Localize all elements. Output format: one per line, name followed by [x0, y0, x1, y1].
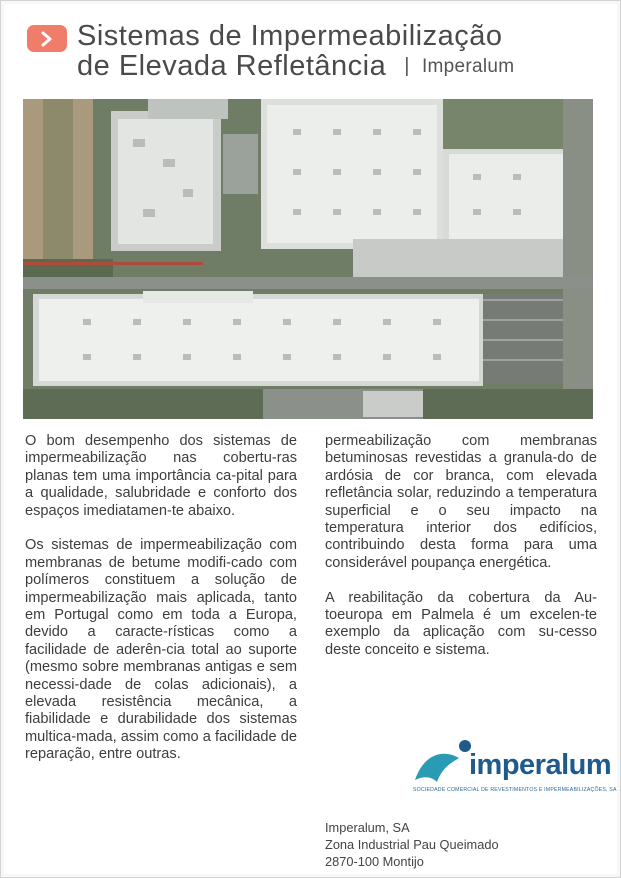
aerial-photo: [23, 99, 593, 419]
header: [25, 19, 600, 85]
arrow-badge: [27, 25, 67, 52]
paragraph: Os sistemas de impermeabilização com membranas de betume modifi-cado com polímeros constituem a solução de impermeabilização mais aplicada, tanto em Portugal como em toda a Europa, devido a caracte-rísticas como a facilidade de aderên-cia total ao suporte (mesmo sobre membranas antigas e sem necessi-dade de colas adicionais), a elevada resistência mecânica, a fiabilidade e durabilidade dos sistemas multica-mada, assim como a facilidade de reparação, entre outras.: [25, 537, 297, 763]
imperalum-logo: [413, 734, 617, 796]
aerial-photo-image: [23, 99, 593, 419]
brand-name: Imperalum: [421, 56, 515, 77]
title-line-2: [77, 51, 514, 82]
address-postal: 2870-100 Montijo: [325, 854, 424, 869]
text-column-right: [325, 433, 597, 677]
logo-wordmark: imperalum: [469, 749, 612, 781]
paragraph: O bom desempenho dos sistemas de impermeabilização nas cobertu-ras planas tem uma importância ca-pital para a qualidade, salubridade e conforto dos espaços imediatamen-te abaixo.: [25, 433, 297, 519]
title-line-1: Sistemas de Impermeabilização: [77, 20, 503, 52]
logo-tagline: SOCIEDADE COMERCIAL DE REVESTIMENTOS E IMPERMEABILIZAÇÕES, SA: [413, 787, 617, 793]
paragraph: permeabilização com membranas betuminosas revestidas a granula-do de ardósia de cor branca, com elevada refletância solar, reduzindo a temperatura superficial e o seu impacto na temperatura interior dos edifícios, contribuindo desta forma para uma considerável poupança energética.: [325, 433, 597, 571]
chevron-right-icon: [40, 31, 54, 47]
address: [325, 819, 499, 870]
title-separator: |: [404, 55, 410, 77]
paragraph: A reabilitação da cobertura da Au-toeuropa em Palmela é um excelen-te exemplo da aplicação com su-cesso deste conceito e sistema.: [325, 589, 597, 658]
title-line-2-text: de Elevada Refletância: [77, 50, 387, 82]
address-street: Zona Industrial Pau Queimado: [325, 837, 499, 852]
text-column-left: [25, 433, 297, 781]
address-company: Imperalum, SA: [325, 820, 410, 835]
page-title: [77, 21, 514, 82]
